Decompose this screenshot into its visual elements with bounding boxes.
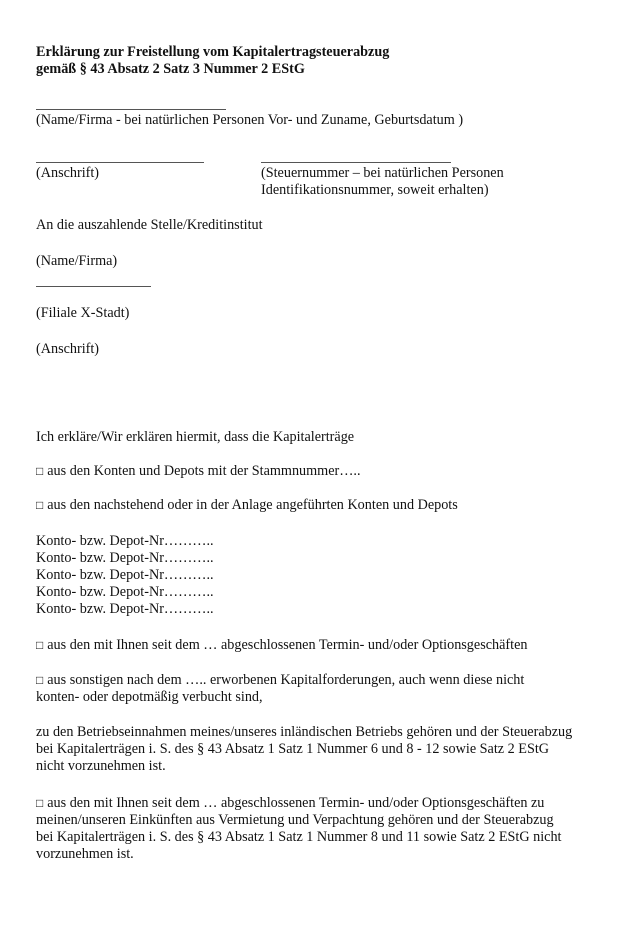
applicant-address-label: (Anschrift) <box>36 165 100 181</box>
recipient-address-label: (Anschrift) <box>36 341 100 357</box>
checkbox-icon[interactable]: □ <box>36 464 44 478</box>
option-sonstige-kapitalforderungen <box>36 672 524 706</box>
option-listed-accounts <box>36 497 458 514</box>
checkbox-icon[interactable]: □ <box>36 638 44 652</box>
option-vermietung-verpachtung <box>36 795 562 863</box>
option-label-line-2: meinen/unseren Einkünften aus Vermietung und Verpachtung gehören und der Steuerabzug <box>36 812 554 828</box>
address-signature-line[interactable] <box>36 162 204 163</box>
conclusion-paragraph <box>36 724 572 775</box>
name-signature-line[interactable] <box>36 109 226 110</box>
declaration-intro: Ich erkläre/Wir erklären hiermit, dass die Kapitalerträge <box>36 429 355 445</box>
recipient-name-line[interactable] <box>36 286 151 287</box>
recipient-branch-label: (Filiale X-Stadt) <box>36 305 130 321</box>
option-stammnummer <box>36 463 361 480</box>
option-label-line-1: aus sonstigen nach dem ….. erworbenen Kapitalforderungen, auch wenn diese nicht <box>47 672 525 688</box>
tax-number-signature-line[interactable] <box>261 162 451 163</box>
account-entry[interactable]: Konto- bzw. Depot-Nr……….. <box>36 550 214 566</box>
option-label: aus den mit Ihnen seit dem … abgeschlossenen Termin- und/oder Optionsgeschäften <box>47 637 528 653</box>
option-label-line-4: vorzunehmen ist. <box>36 846 134 862</box>
account-list <box>36 533 214 618</box>
option-label-line-1: aus den mit Ihnen seit dem … abgeschlossenen Termin- und/oder Optionsgeschäften zu <box>47 795 545 811</box>
option-label: aus den Konten und Depots mit der Stammnummer….. <box>47 463 361 479</box>
account-entry[interactable]: Konto- bzw. Depot-Nr……….. <box>36 584 214 600</box>
checkbox-icon[interactable]: □ <box>36 673 44 687</box>
option-label: aus den nachstehend oder in der Anlage angeführten Konten und Depots <box>47 497 458 513</box>
tax-number-label-line-2: Identifikationsnummer, soweit erhalten) <box>261 182 489 198</box>
conclusion-line-2: bei Kapitalerträgen i. S. des § 43 Absatz 1 Satz 1 Nummer 6 und 8 - 12 sowie Satz 2 EStG <box>36 741 550 757</box>
title-line-1: Erklärung zur Freistellung vom Kapitalertragsteuerabzug <box>36 44 390 60</box>
title-line-2: gemäß § 43 Absatz 2 Satz 3 Nummer 2 EStG <box>36 61 305 77</box>
conclusion-line-3: nicht vorzunehmen ist. <box>36 758 166 774</box>
checkbox-icon[interactable]: □ <box>36 796 44 810</box>
applicant-name-label: (Name/Firma - bei natürlichen Personen Vor- und Zuname, Geburtsdatum ) <box>36 112 464 128</box>
option-label-line-2: konten- oder depotmäßig verbucht sind, <box>36 689 263 705</box>
account-entry[interactable]: Konto- bzw. Depot-Nr……….. <box>36 567 214 583</box>
option-label-line-3: bei Kapitalerträgen i. S. des § 43 Absatz 1 Satz 1 Nummer 8 und 11 sowie Satz 2 EStG nicht <box>36 829 562 845</box>
recipient-name-label: (Name/Firma) <box>36 253 118 269</box>
tax-number-label-line-1: (Steuernummer – bei natürlichen Personen <box>261 165 504 181</box>
recipient-heading: An die auszahlende Stelle/Kreditinstitut <box>36 217 263 233</box>
account-entry[interactable]: Konto- bzw. Depot-Nr……….. <box>36 533 214 549</box>
conclusion-line-1: zu den Betriebseinnahmen meines/unseres inländischen Betriebs gehören und der Steuerabzug <box>36 724 573 740</box>
account-entry[interactable]: Konto- bzw. Depot-Nr……….. <box>36 601 214 617</box>
option-termin-optionsgeschaefte <box>36 637 527 654</box>
checkbox-icon[interactable]: □ <box>36 498 44 512</box>
